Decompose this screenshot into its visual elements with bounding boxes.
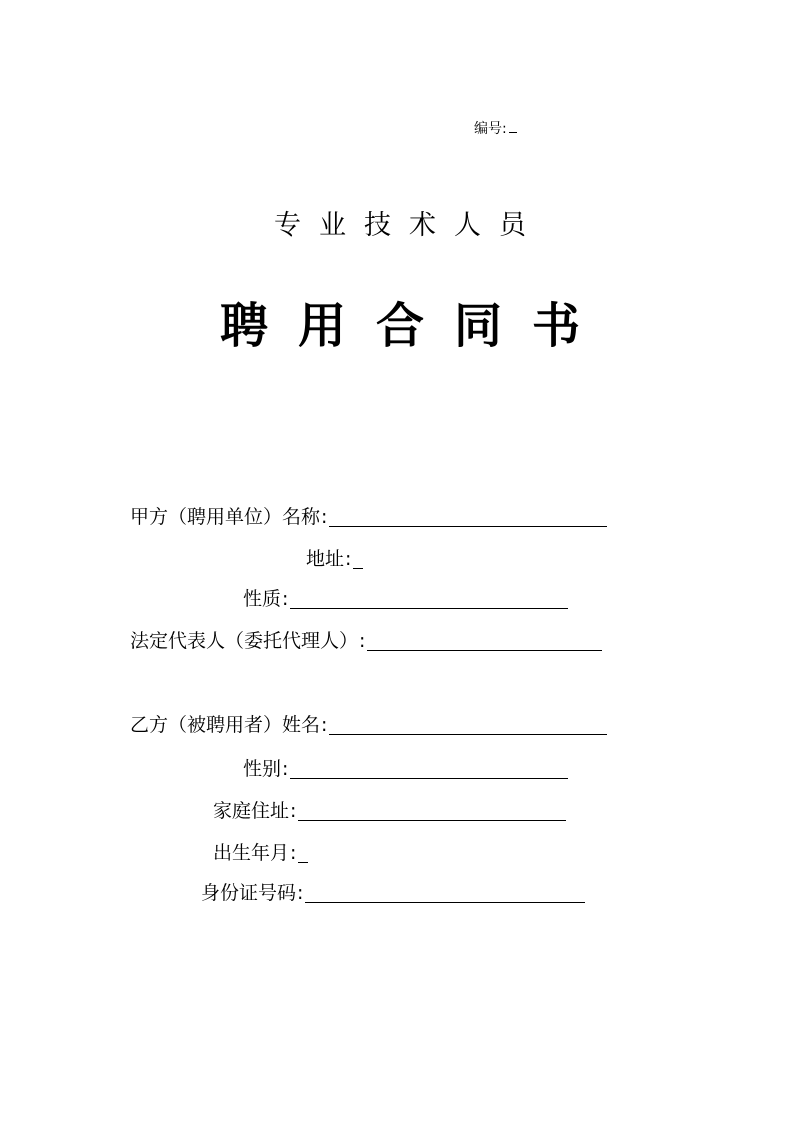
party-a-address-field: 地址 :: [306, 542, 363, 572]
party-b-id-blank[interactable]: [305, 878, 585, 903]
party-b-name-label: 乙方（被聘用者）姓名: [130, 714, 321, 736]
party-a-name-label: 甲方（聘用单位）名称: [130, 506, 321, 528]
party-b-gender-blank[interactable]: [290, 754, 568, 779]
serial-number: [474, 118, 517, 139]
party-a-address-label: 地址: [306, 548, 345, 570]
party-a-address-blank[interactable]: [353, 544, 363, 569]
party-a-representative-label: 法定代表人（委托代理人）: [130, 630, 359, 652]
party-b-name-field: 乙方（被聘用者）姓名 :: [130, 708, 607, 738]
party-a-name-field: 甲方（聘用单位）名称 :: [130, 500, 607, 530]
party-b-birth-label: 出生年月: [213, 842, 290, 864]
party-b-home-address-blank[interactable]: [298, 796, 566, 821]
party-a-nature-blank[interactable]: [290, 584, 568, 609]
party-a-representative-blank[interactable]: [367, 626, 602, 651]
party-b-home-address-field: 家庭住址 :: [213, 794, 566, 824]
party-a-representative-field: 法定代表人（委托代理人） :: [130, 624, 602, 654]
party-b-birth-field: 出生年月 :: [213, 836, 308, 866]
document-subtitle: 专业技术人员: [274, 210, 544, 241]
serial-number-blank[interactable]: [509, 118, 517, 133]
document-title: 聘用合同书: [219, 298, 610, 354]
party-b-name-blank[interactable]: [329, 710, 607, 735]
party-b-birth-blank[interactable]: [298, 838, 308, 863]
party-a-name-blank[interactable]: [329, 502, 607, 527]
serial-number-label: 编号:: [474, 121, 507, 137]
party-a-nature-field: 性质 :: [243, 582, 568, 612]
party-b-gender-field: 性别 :: [243, 752, 568, 782]
party-b-gender-label: 性别: [243, 758, 282, 780]
party-a-nature-label: 性质: [243, 588, 282, 610]
party-b-id-label: 身份证号码: [201, 882, 297, 904]
party-b-home-address-label: 家庭住址: [213, 800, 290, 822]
party-b-id-field: 身份证号码 :: [201, 876, 585, 906]
